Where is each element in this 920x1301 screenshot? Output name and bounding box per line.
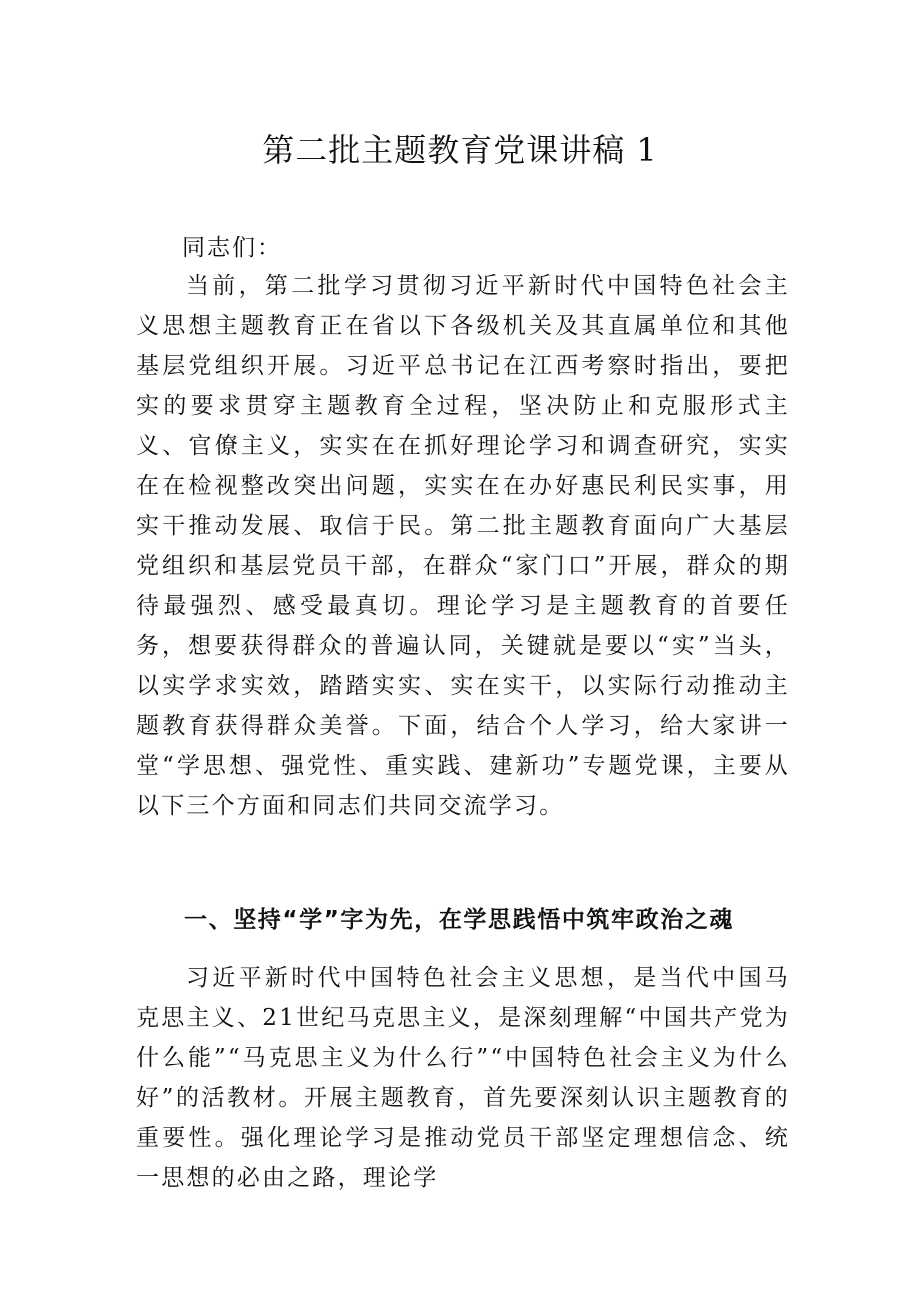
section-paragraph: 习近平新时代中国特色社会主义思想，是当代中国马克思主义、21世纪马克思主义，是深刻理解“中国共产党为什么能”“马克思主义为什么行”“中国特色社会主义为什么好”的活教材。开展主题教育，首先要深刻认识主题教育的重要性。强化理论学习是推动党员干部坚定理想信念、统一思想的必由之路，理论学	[136, 965, 790, 1191]
section-heading: 一、坚持“学”字为先，在学思践悟中筑牢政治之魂	[184, 907, 735, 933]
intro-paragraph: 当前，第二批学习贯彻习近平新时代中国特色社会主义思想主题教育正在省以下各级机关及其直属单位和其他基层党组织开展。习近平总书记在江西考察时指出，要把实的要求贯穿主题教育全过程，坚决防止和克服形式主义、官僚主义，实实在在抓好理论学习和调查研究，实实在在检视整改突出问题，实实在在办好惠民利民实事，用实干推动发展、取信于民。第二批主题教育面向广大基层党组织和基层党员干部，在群众“家门口”开展，群众的期待最强烈、感受最真切。理论学习是主题教育的首要任务，想要获得群众的普遍认同，关键就是要以“实”当头，以实学求实效，踏踏实实、实在实干，以实际行动推动主题教育获得群众美誉。下面，结合个人学习，给大家讲一堂“学思想、强党性、重实践、建新功”专题党课，主要从以下三个方面和同志们共同交流学习。	[136, 273, 790, 819]
greeting: 同志们：	[182, 235, 282, 261]
document-title: 第二批主题教育党课讲稿 1	[262, 131, 658, 169]
